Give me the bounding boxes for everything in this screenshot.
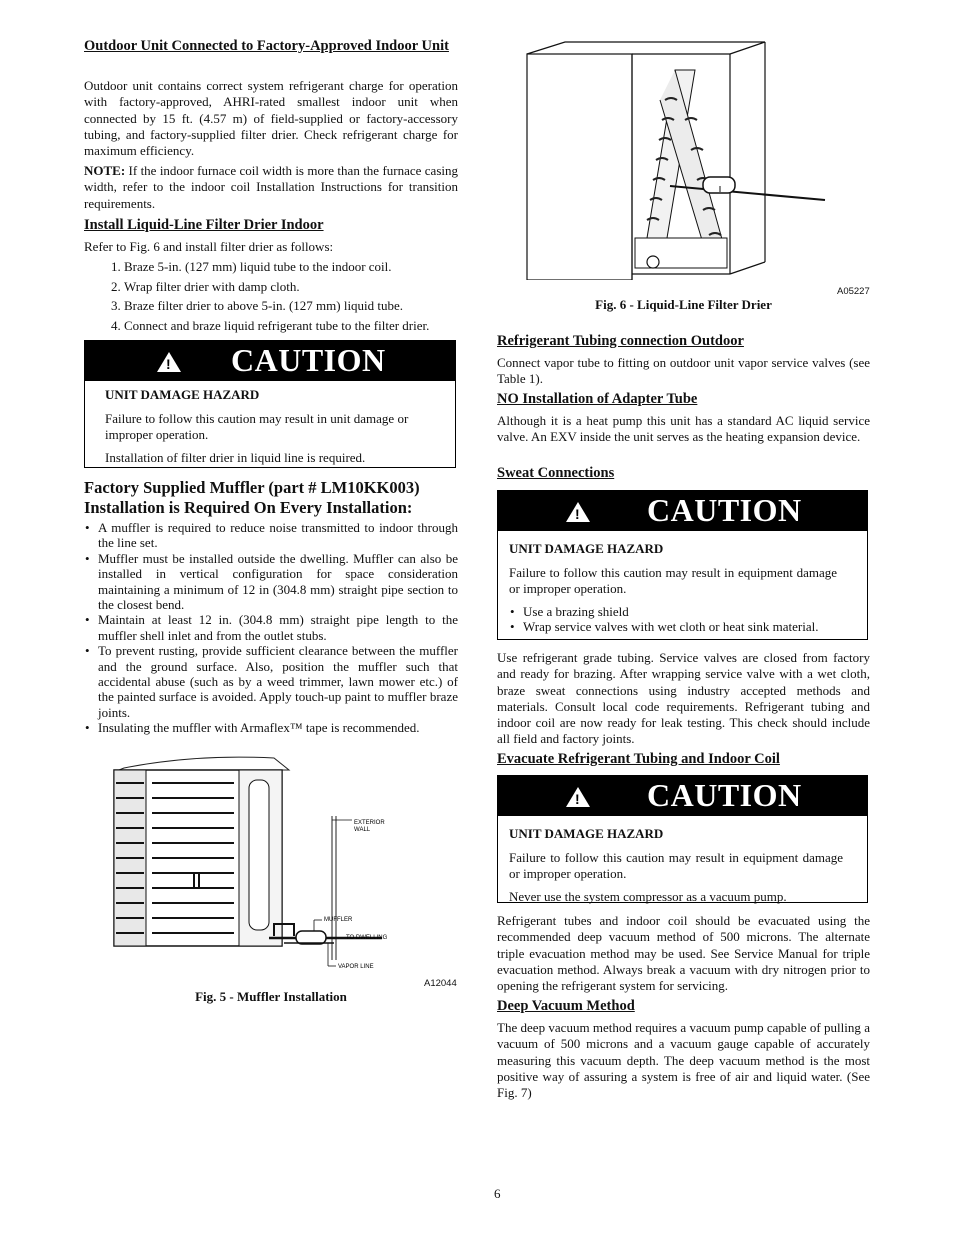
section-heading-filter-drier: Install Liquid-Line Filter Drier Indoor (84, 217, 324, 233)
section-heading-adapter: NO Installation of Adapter Tube (497, 391, 698, 407)
figure-6-caption: Fig. 6 - Liquid-Line Filter Drier (595, 297, 772, 312)
list-item: • A muffler is required to reduce noise transmitted to indoor through the line set. (98, 520, 458, 551)
caution-text: Never use the system compressor as a vacuum pump. (509, 888, 787, 904)
adapter-paragraph: Although it is a heat pump this unit has a standard AC liquid service valve. An EXV inside the unit serves as the heating expansion device. (497, 413, 870, 445)
filter-drier-figure (525, 40, 845, 280)
hazard-label: UNIT DAMAGE HAZARD (509, 541, 664, 556)
caution-box-sweat (497, 490, 868, 640)
list-item: 4. Connect and braze liquid refrigerant tube to the filter drier. (124, 316, 458, 336)
list-item: 2. Wrap filter drier with damp cloth. (124, 277, 458, 297)
section-heading-sweat: Sweat Connections (497, 465, 615, 481)
list-item: • Use a brazing shield (523, 604, 837, 619)
sweat-paragraph: Use refrigerant grade tubing. Service valves are closed from factory and ready for brazing. After wrapping service valve with a wet cloth, braze sweat connections using industry accepted methods and materials. Consult local code requirements. Refrigerant tubing and indoor coil are now ready for leak testing. This check should include all field and factory joints. (497, 650, 870, 747)
caution-title: CAUTION (647, 777, 802, 813)
caution-box-filter-drier (84, 340, 456, 468)
tubing-paragraph: Connect vapor tube to fitting on outdoor unit vapor service valves (see Table 1). (497, 355, 870, 387)
warning-triangle-icon: ! (566, 502, 590, 522)
deep-vacuum-paragraph: The deep vacuum method requires a vacuum pump capable of pulling a vacuum of 500 microns and a vacuum gauge capable of accurately measuring this vacuum depth. The deep vacuum method is the most positive way of assuring a system is free of air and liquid water. (See Fig. 7) (497, 1020, 870, 1101)
note-paragraph (84, 163, 458, 212)
figure-code-a12044: A12044 (424, 978, 457, 989)
caution-text: Failure to follow this caution may result in equipment damage or improper operation. (509, 565, 837, 597)
warning-triangle-icon: ! (566, 787, 590, 807)
section-heading-deep-vacuum: Deep Vacuum Method (497, 998, 635, 1014)
list-item: • Maintain at least 12 in. (304.8 mm) straight pipe length to the muffler shell inlet and from the outlet stubs. (98, 612, 458, 643)
figure-label-vapor-line: VAPOR LINE (338, 964, 374, 970)
caution-banner (498, 776, 867, 816)
note-label: NOTE: (84, 163, 126, 178)
caution-text: Failure to follow this caution may result in unit damage or improper operation. (105, 411, 409, 443)
section-heading-evacuate: Evacuate Refrigerant Tubing and Indoor Coil (497, 751, 780, 767)
hazard-label: UNIT DAMAGE HAZARD (509, 826, 664, 841)
muffler-bullets (84, 520, 458, 736)
muffler-installation-figure (104, 748, 454, 988)
figure-label-exterior: EXTERIOR (354, 820, 385, 826)
caution-text: Installation of filter drier in liquid line is required. (105, 449, 366, 465)
filter-drier-steps (84, 257, 458, 335)
muffler-heading: Factory Supplied Muffler (part # LM10KK003) Installation is Required On Every Installation: (84, 478, 420, 517)
figure-label-wall: WALL (354, 827, 371, 833)
figure-label-dwelling: TO DWELLING (346, 935, 388, 941)
list-item: 3. Braze filter drier to above 5-in. (127 mm) liquid tube. (124, 296, 458, 316)
evacuate-paragraph: Refrigerant tubes and indoor coil should be evacuated using the recommended deep vacuum method of 500 microns. The alternate triple evacuation method may be used. See Service Manual for triple evacuation method. Always break a vacuum with dry nitrogen prior to opening the refrigerant system for servicing. (497, 913, 870, 994)
caution-banner (85, 341, 455, 381)
caution-box-evacuate (497, 775, 868, 903)
caution-title: CAUTION (231, 342, 386, 378)
hazard-label: UNIT DAMAGE HAZARD (105, 387, 260, 402)
figure-5-caption: Fig. 5 - Muffler Installation (195, 989, 347, 1004)
caution-text: Failure to follow this caution may result in equipment damage or improper operation. (509, 850, 843, 882)
note-text: If the indoor furnace coil width is more than the furnace casing width, refer to the indoor coil Installation Instructions for transition requirements. (84, 163, 458, 211)
figure-code-a05227: A05227 (837, 286, 870, 297)
caution-bullets (509, 604, 837, 635)
caution-title: CAUTION (647, 492, 802, 528)
filter-drier-intro: Refer to Fig. 6 and install filter drier as follows: (84, 239, 334, 254)
section-heading-tubing: Refrigerant Tubing connection Outdoor (497, 333, 744, 349)
list-item: • Wrap service valves with wet cloth or heat sink material. (523, 619, 837, 634)
list-item: • Muffler must be installed outside the dwelling. Muffler can also be installed in vertical configuration for space consideration maintaining a minimum of 12 in (304.8 mm) straight pipe section to the closest bend. (98, 551, 458, 613)
page-number: 6 (494, 1186, 501, 1201)
section-heading-outdoor-unit: Outdoor Unit Connected to Factory-Approved Indoor Unit (84, 38, 449, 54)
warning-triangle-icon: ! (157, 352, 181, 372)
caution-banner (498, 491, 867, 531)
list-item: 1. Braze 5-in. (127 mm) liquid tube to the indoor coil. (124, 257, 458, 277)
outdoor-unit-paragraph: Outdoor unit contains correct system refrigerant charge for operation with factory-approved, AHRI-rated smallest indoor unit when connected by 15 ft. (4.57 m) of field-supplied or factory-accessory tubing, and factory-supplied filter drier. Check refrigerant charge for maximum efficiency. (84, 78, 458, 159)
list-item: • Insulating the muffler with Armaflex™ tape is recommended. (98, 720, 458, 735)
figure-label-muffler: MUFFLER (324, 917, 353, 923)
list-item: • To prevent rusting, provide sufficient clearance between the muffler and the ground surface. Also, position the muffler such that accidental abuse (such as by a weed trimmer, lawn mower etc.) of the painted surface is avoided. Apply touch-up paint to muffler braze joints. (98, 643, 458, 720)
